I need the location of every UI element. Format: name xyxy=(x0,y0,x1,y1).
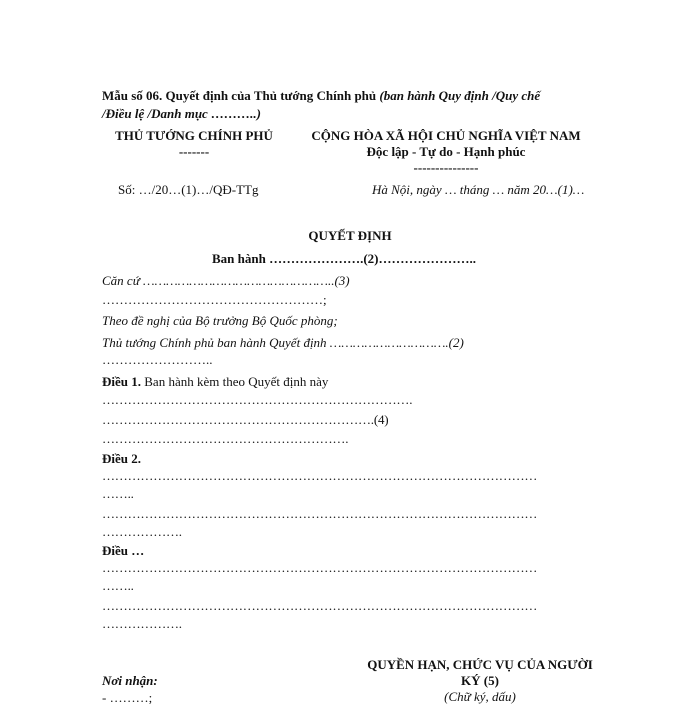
article-n-label: Điều … xyxy=(102,543,145,558)
template-title-bold: Mẫu số 06. Quyết định của Thủ tướng Chính phủ xyxy=(102,88,377,103)
article-1-line-1: ………………………………………………………………. xyxy=(102,392,413,407)
signature-note: (Chữ ký, dấu) xyxy=(444,689,516,704)
legal-basis-line-1: Căn cứ …………………………………………..(3) xyxy=(102,273,350,288)
article-n-line-3: ………………………………………………………………………………………… xyxy=(102,598,538,613)
article-n-line-4: ………………. xyxy=(102,616,182,631)
nation-name: CỘNG HÒA XÃ HỘI CHỦ NGHĨA VIỆT NAM xyxy=(311,128,581,143)
article-1-line-3: …………………………………………………. xyxy=(102,431,349,446)
template-title-italic: (ban hành Quy định /Quy chế xyxy=(379,88,541,103)
signer-title-line-2: KÝ (5) xyxy=(461,673,499,688)
issuance-line-2: …………………….. xyxy=(102,352,213,367)
article-2-label: Điều 2. xyxy=(102,451,141,466)
article-n-line-1: ………………………………………………………………………………………… xyxy=(102,560,538,575)
place-and-date: Hà Nội, ngày … tháng … năm 20…(1)… xyxy=(372,182,585,197)
national-motto: Độc lập - Tự do - Hạnh phúc xyxy=(366,144,526,159)
motto-rule: --------------- xyxy=(413,160,479,175)
decision-subheading: Ban hành ………………….(2)………………….. xyxy=(212,251,476,266)
issuer-name: THỦ TƯỚNG CHÍNH PHỦ xyxy=(115,128,273,143)
article-1-heading xyxy=(102,374,328,390)
article-2-line-1: ………………………………………………………………………………………… xyxy=(102,468,538,483)
article-1-line-2: ……………………………………………………….(4) xyxy=(102,412,389,427)
recipients-label: Nơi nhận: xyxy=(102,673,158,688)
template-title xyxy=(102,88,540,104)
issuer-rule: ------- xyxy=(178,144,210,159)
proposal-line: Theo đề nghị của Bộ trưởng Bộ Quốc phòng; xyxy=(102,313,338,328)
decision-heading: QUYẾT ĐỊNH xyxy=(308,228,392,243)
signer-title-line-1: QUYỀN HẠN, CHỨC VỤ CỦA NGƯỜI xyxy=(367,657,593,672)
article-n-line-2: …….. xyxy=(102,578,134,593)
recipients-first: - ………; xyxy=(102,690,153,705)
article-1-text: Ban hành kèm theo Quyết định này xyxy=(141,374,329,389)
legal-basis-line-2: ……………………………………………; xyxy=(102,292,327,307)
template-title-continuation: /Điều lệ /Danh mục ………..) xyxy=(102,106,261,121)
article-2-line-3: ………………………………………………………………………………………… xyxy=(102,506,538,521)
article-1-label: Điều 1. xyxy=(102,374,141,389)
article-2-line-4: ………………. xyxy=(102,524,182,539)
document-number: Số: …/20…(1)…/QĐ-TTg xyxy=(118,182,259,197)
article-2-line-2: …….. xyxy=(102,486,134,501)
issuance-line-1: Thủ tướng Chính phủ ban hành Quyết định ………………………….(2) xyxy=(102,335,464,350)
